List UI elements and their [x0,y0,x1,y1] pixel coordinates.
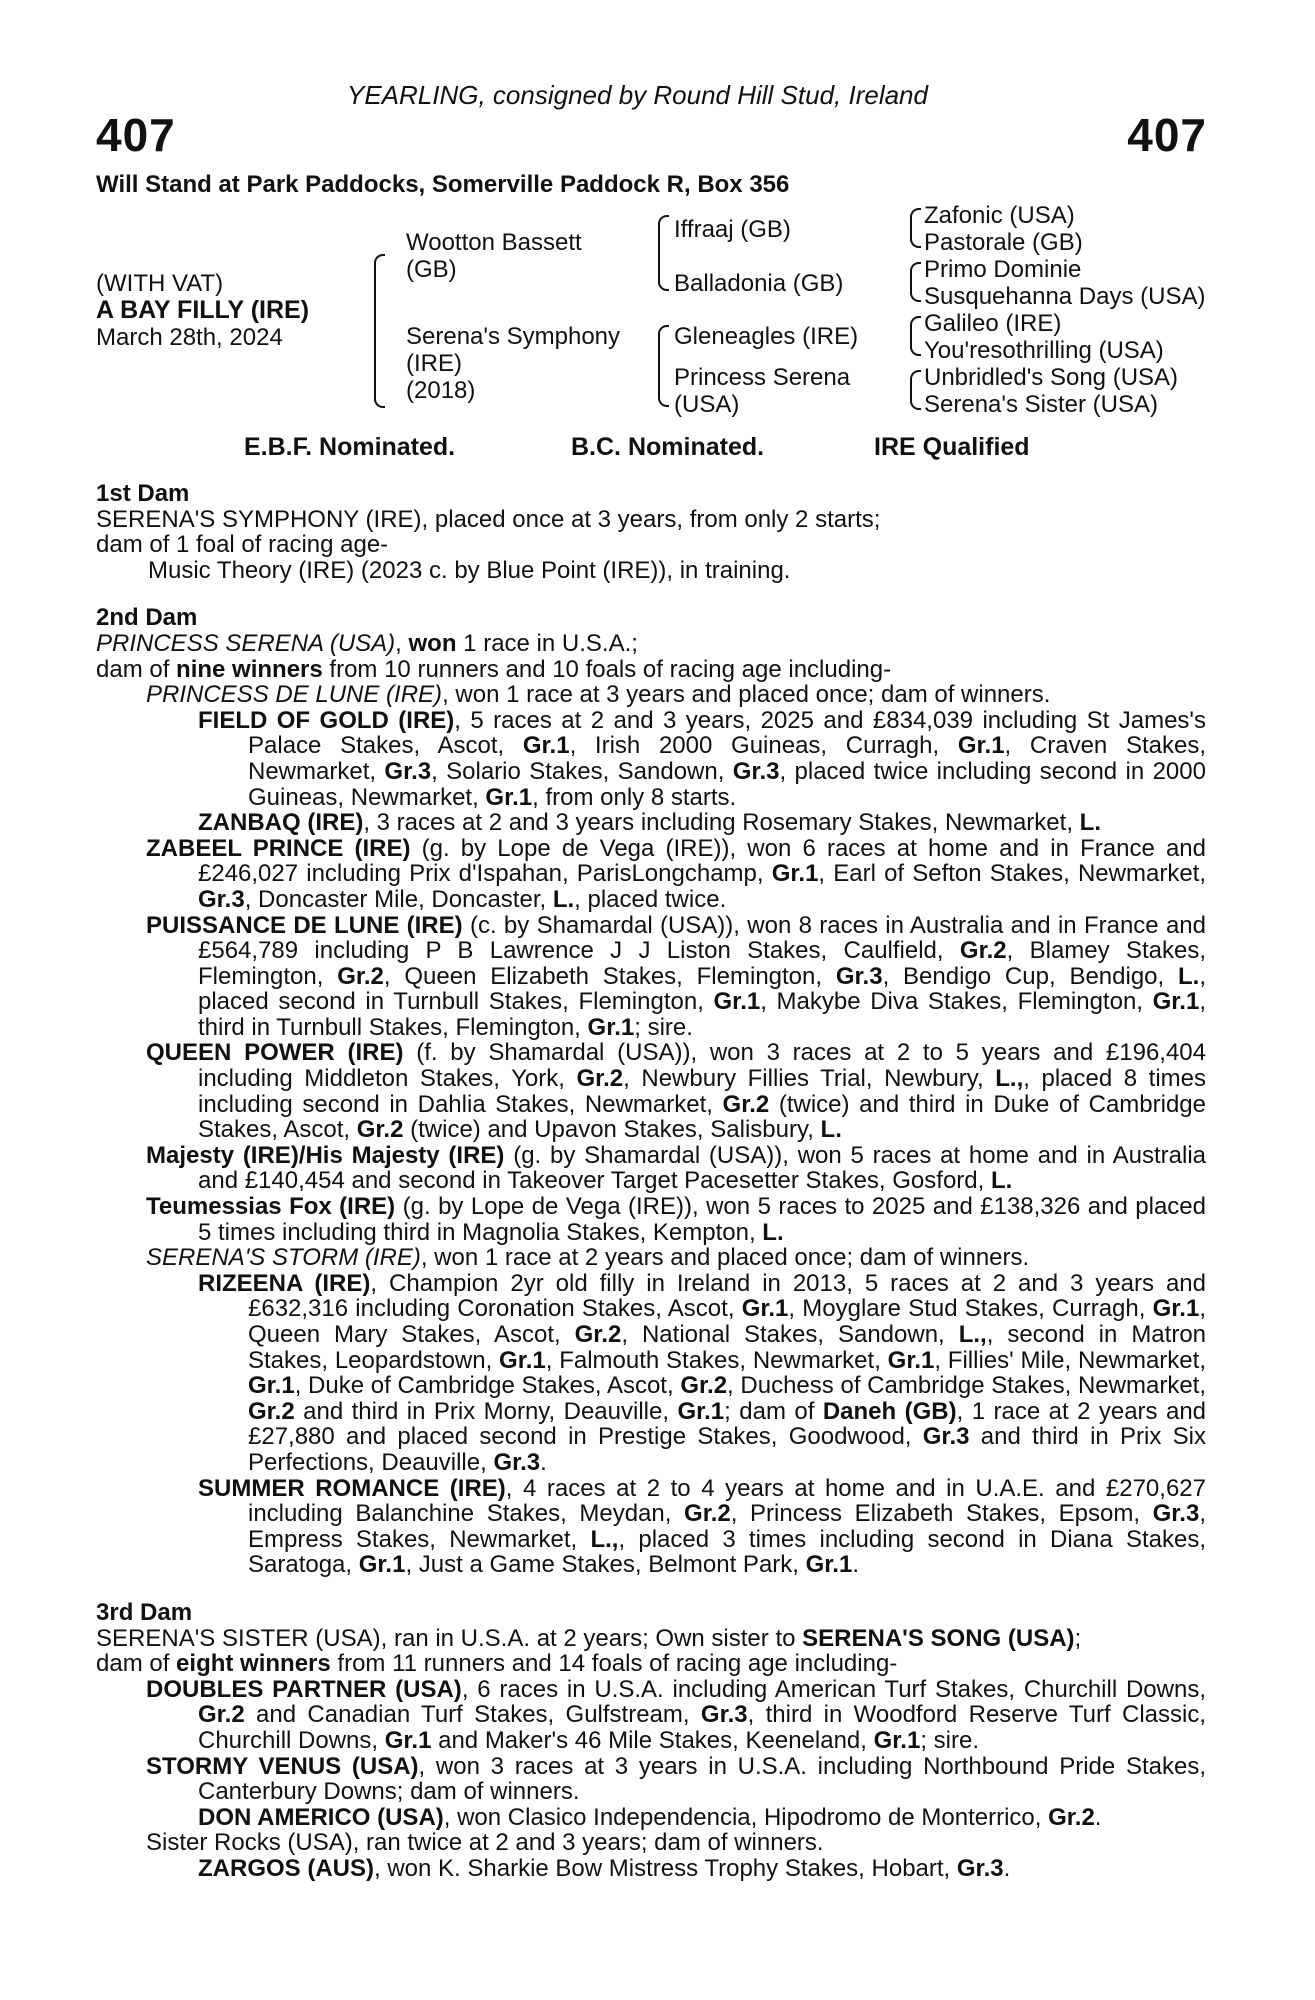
grade: Gr.1 [713,988,761,1016]
bc-nominated: B.C. Nominated. [571,433,765,461]
produce-entry [96,682,1206,708]
grade: Gr.3 [835,962,883,990]
text: , 6 races in U.S.A. including American Turf Stakes, Churchill Downs, [461,1675,1207,1703]
third-dam-produce-summary [96,1651,1206,1677]
text: , Queen Elizabeth Stakes, Flemington, [383,962,836,990]
produce-entry [96,1040,1206,1142]
grade: Gr.1 [1152,1295,1200,1323]
text: dam of [96,1650,177,1678]
text: (g. by Shamardal (USA)), won 5 races at home and in Australia and £140,454 and second in Takeover Target Pacesetter Stakes, Gosford, [198,1141,1207,1195]
horse-name: QUEEN POWER (IRE) [146,1039,404,1067]
sire-sire: Iffraaj (GB) [674,216,791,243]
text: , Just a Game Stakes, Belmont Park, [405,1551,806,1579]
text: , Newbury Fillies Trial, Newbury, [623,1065,996,1093]
grade: Gr.2 [356,1116,404,1144]
grade: Gr.1 [873,1726,921,1754]
produce-entry [96,913,1206,1041]
produce-entry [96,708,1206,810]
ancestor-6: You'resothrilling (USA) [924,337,1164,364]
text: . [1003,1854,1011,1882]
text: . [1094,1803,1102,1831]
text: (f. by Shamardal (USA)), won 3 races at 2 to 5 years and £196,404 including Middleton Stakes, York, [198,1039,1207,1093]
grade: L. [820,1116,842,1144]
ancestor-4: Susquehanna Days (USA) [924,283,1206,310]
horse-name: DON AMERICO (USA) [198,1803,444,1831]
produce-entry [96,1271,1206,1476]
second-dam-produce-summary [96,657,1206,683]
text: , 4 races at 2 to 4 years at home and in U.A.E. and £270,627 including Balanchine Stakes, Meydan, [248,1474,1206,1528]
text: ; [1074,1624,1082,1652]
grade: Gr.3 [700,1701,748,1729]
horse-name: Teumessias Fox (IRE) [146,1193,396,1221]
text: , Queen Mary Stakes, Ascot, [248,1295,1206,1348]
text: , Makybe Diva Stakes, Flemington, [760,988,1153,1016]
catalogue-body [96,481,1206,1881]
grade: Gr.1 [805,1551,853,1579]
text: , Empress Stakes, Newmarket, [248,1500,1206,1553]
text: . [540,1448,547,1476]
dam-dam-origin: (USA) [674,391,740,418]
grade: Gr.1 [771,860,819,888]
third-dam-line [96,1626,1206,1652]
grade: Gr.3 [493,1448,541,1476]
text: ; sire. [634,1013,693,1041]
text: (g. by Lope de Vega (IRE)), won 5 races to 2025 and £138,326 and placed 5 times including third in Magnolia Stakes, Kempton, [198,1193,1207,1246]
third-dam-heading: 3rd Dam [96,1598,193,1626]
location-line: Will Stand at Park Paddocks, Somerville Paddock R, Box 356 [96,171,790,198]
pedigree-bracket-6 [910,316,921,356]
pedigree-bracket-1 [374,254,385,408]
sire-origin: (GB) [406,256,457,283]
horse-name: ZARGOS (AUS) [198,1854,374,1882]
text: (g. by Lope de Vega (IRE)), won 6 races at home and in France and £246,027 including Prix d'Ispahan, ParisLongchamp, [198,834,1206,888]
produce-entry [96,1754,1206,1805]
pedigree-bracket-3 [658,325,669,407]
horse-name: ZABEEL PRINCE (IRE) [146,834,411,862]
text: , 5 races at 2 and 3 years, 2025 and £834,039 including St James's Palace Stakes, Ascot, [248,706,1206,760]
grade: Gr.1 [522,732,570,760]
sire-name: Wootton Bassett [406,229,582,256]
second-dam-heading: 2nd Dam [96,604,198,632]
text: ; sire. [920,1726,979,1754]
grade: Gr.2 [248,1397,295,1425]
first-dam-line: SERENA'S SYMPHONY (IRE), placed once at 3 years, from only 2 starts; [96,505,881,533]
ancestor-7: Unbridled's Song (USA) [924,364,1179,391]
text: , Craven Stakes, Newmarket, [248,732,1206,785]
winner-count: nine winners [176,655,323,683]
text: , 3 races at 2 and 3 years including Rosemary Stakes, Newmarket, [363,809,1080,837]
produce-entry [96,1476,1206,1578]
text: , Blamey Stakes, Flemington, [198,937,1206,990]
first-dam-produce-summary: dam of 1 foal of racing age- [96,531,389,559]
produce-entry [96,810,1206,836]
horse-name: Daneh (GB) [822,1397,957,1425]
dam-sire: Gleneagles (IRE) [674,323,859,350]
grade: L., [958,1321,987,1348]
horse-name: SUMMER ROMANCE (IRE) [198,1474,506,1502]
dam-dam-name: Princess Serena [674,364,851,391]
text: , Earl of Sefton Stakes, Newmarket, [818,860,1206,888]
text: , Fillies' Mile, Newmarket, [934,1346,1206,1374]
grade: Gr.1 [248,1372,295,1400]
winner-count: eight winners [176,1650,331,1678]
grade: Gr.3 [198,885,245,913]
text: , won 1 race at 2 years and placed once; dam of winners. [420,1244,1030,1272]
ancestor-5: Galileo (IRE) [924,310,1062,337]
ire-qualified: IRE Qualified [874,433,1030,461]
text: , Bendigo Cup, Bendigo, [882,962,1178,990]
vat-note: (WITH VAT) [96,270,224,297]
grade: L. [1178,962,1200,990]
pedigree-bracket-2 [658,215,669,291]
text: (twice) and Upavon Stakes, Salisbury, [403,1116,821,1144]
produce-entry [96,836,1206,913]
pedigree-bracket-7 [910,370,921,410]
text: and Maker's 46 Mile Stakes, Keeneland, [431,1726,874,1754]
text: and third in Prix Morny, Deauville, [294,1397,678,1425]
text: , Irish 2000 Guineas, Curragh, [569,732,958,760]
text: ; dam of [724,1397,823,1425]
text: from 11 runners and 14 foals of racing age including- [330,1650,898,1678]
produce-entry [96,1856,1206,1882]
text: dam of [96,655,177,683]
text: , Solario Stakes, Sandown, [431,757,733,785]
produce-entry [96,1194,1206,1245]
grade: L. [990,1167,1013,1195]
produce-entry: Sister Rocks (USA), ran twice at 2 and 3 years; dam of winners. [146,1829,824,1857]
grade: Gr.1 [499,1346,546,1374]
grade: Gr.2 [959,937,1007,965]
horse-name: PRINCESS DE LUNE (IRE) [146,681,443,709]
grade: L., [590,1525,619,1553]
text: , third in Turnbull Stakes, Flemington, [198,988,1206,1041]
text: , placed second in Turnbull Stakes, Flemington, [198,962,1206,1016]
horse-name: PRINCESS SERENA (USA) [96,629,396,657]
second-dam-line [96,631,1206,657]
first-dam-heading: 1st Dam [96,480,190,507]
grade: Gr.2 [684,1500,731,1528]
grade: L. [1079,809,1101,837]
pedigree-bracket-5 [910,262,921,302]
grade: L. [552,885,575,913]
grade: Gr.3 [922,1423,970,1451]
grade: Gr.3 [1152,1500,1200,1528]
pedigree-bracket-4 [910,208,921,248]
grade: Gr.2 [337,962,384,990]
lot-number-right: 407 [1127,109,1207,161]
horse-name: FIELD OF GOLD (IRE) [198,706,455,734]
text: , placed twice. [574,885,727,913]
ancestor-3: Primo Dominie [924,256,1082,283]
horse-name: STORMY VENUS (USA) [146,1752,419,1780]
produce-entry [96,1805,1206,1831]
dam-year: (2018) [406,377,476,404]
text: , Duke of Cambridge Stakes, Ascot, [294,1372,681,1400]
text: , Doncaster Mile, Doncaster, [244,885,553,913]
text: , 1 race at 2 years and £27,880 and placed second in Prestige Stakes, Goodwood, [248,1397,1207,1451]
text: (c. by Shamardal (USA)), won 8 races in Australia and in France and £564,789 including P B Lawrence J J Liston Stakes, Caulfield, [198,911,1207,965]
horse-name: SERENA'S SONG (USA) [802,1624,1075,1652]
text: , Princess Elizabeth Stakes, Epsom, [730,1500,1153,1528]
text: from 10 runners and 10 foals of racing age including- [322,655,892,683]
ancestor-1: Zafonic (USA) [924,202,1075,229]
grade: Gr.1 [677,1397,725,1425]
grade: Gr.3 [384,757,432,785]
grade: Gr.1 [741,1295,789,1323]
horse-name: Majesty (IRE)/His Majesty (IRE) [146,1141,505,1169]
grade: L., [995,1065,1024,1093]
produce-entry [96,1677,1206,1754]
text: , Duchess of Cambridge Stakes, Newmarket, [727,1372,1206,1400]
grade: Gr.2 [198,1701,245,1729]
grade: Gr.2 [680,1372,728,1400]
horse-name: ZANBAQ (IRE) [198,809,364,837]
text: , won Clasico Independencia, Hipodromo de Monterrico, [443,1803,1049,1831]
ancestor-8: Serena's Sister (USA) [924,391,1158,418]
text: SERENA'S SISTER (USA), ran in U.S.A. at 2 years; Own sister to [96,1624,803,1652]
text: , National Stakes, Sandown, [621,1321,959,1348]
text: , Moyglare Stud Stakes, Curragh, [788,1295,1153,1323]
dam-origin: (IRE) [406,350,462,377]
text: . [852,1551,859,1579]
text: and third in Prix Six Perfections, Deauville, [248,1423,1207,1476]
grade: L. [762,1218,784,1246]
text: , Champion 2yr old filly in Ireland in 2013, 5 races at 2 and 3 years and £632,316 including Coronation Stakes, Ascot, [248,1269,1206,1323]
text: , won 3 races at 3 years in U.S.A. including Northbound Pride Stakes, Canterbury Downs; dam of winners. [198,1752,1206,1806]
grade: Gr.3 [732,757,780,785]
produce-entry [96,1245,1206,1271]
grade: Gr.1 [485,783,533,811]
horse-name: PUISSANCE DE LUNE (IRE) [146,911,463,939]
text: , third in Woodford Reserve Turf Classic, Churchill Downs, [198,1701,1207,1754]
text: , [395,629,409,657]
grade: Gr.3 [956,1854,1004,1882]
first-dam-produce-entry: Music Theory (IRE) (2023 c. by Blue Point (IRE)), in training. [148,556,791,584]
grade: Gr.2 [574,1321,622,1348]
grade: Gr.2 [1048,1803,1095,1831]
horse-name: DOUBLES PARTNER (USA) [146,1675,462,1703]
grade: Gr.1 [887,1346,935,1374]
produce-entry [96,1143,1206,1194]
ebf-nominated: E.B.F. Nominated. [244,433,456,461]
text: , Falmouth Stakes, Newmarket, [545,1346,888,1374]
horse-name: SERENA'S STORM (IRE) [146,1244,421,1272]
grade: Gr.1 [1152,988,1200,1016]
grade: Gr.2 [576,1065,624,1093]
dam-name: Serena's Symphony [406,323,621,350]
lot-number-left: 407 [96,109,176,161]
text: (twice) and third in Duke of Cambridge Stakes, Ascot, [198,1090,1206,1144]
text: and Canadian Turf Stakes, Gulfstream, [244,1701,701,1729]
win-label: won [408,629,457,657]
grade: Gr.1 [358,1551,406,1579]
grade: Gr.2 [722,1090,770,1118]
text: , placed 8 times including second in Dahlia Stakes, Newmarket, [198,1065,1207,1118]
sire-dam: Balladonia (GB) [674,270,844,297]
text: , from only 8 starts. [532,783,737,811]
horse-name: RIZEENA (IRE) [198,1269,371,1297]
lot-horse-name: A BAY FILLY (IRE) [96,296,310,324]
text: , won K. Sharkie Bow Mistress Trophy Stakes, Hobart, [374,1854,957,1882]
foaling-date: March 28th, 2024 [96,324,283,351]
grade: Gr.1 [587,1013,635,1041]
text: , placed 3 times including second in Diana Stakes, Saratoga, [248,1525,1206,1579]
grade: Gr.1 [384,1726,432,1754]
ancestor-2: Pastorale (GB) [924,229,1083,256]
consignment-line: YEARLING, consigned by Round Hill Stud, Ireland [347,80,928,110]
grade: Gr.1 [957,732,1005,760]
text: , second in Matron Stakes, Leopardstown, [248,1321,1207,1374]
text: , placed twice including second in 2000 Guineas, Newmarket, [248,757,1206,811]
text: , won 1 race at 3 years and placed once; dam of winners. [442,681,1051,709]
text: 1 race in U.S.A.; [456,629,638,657]
